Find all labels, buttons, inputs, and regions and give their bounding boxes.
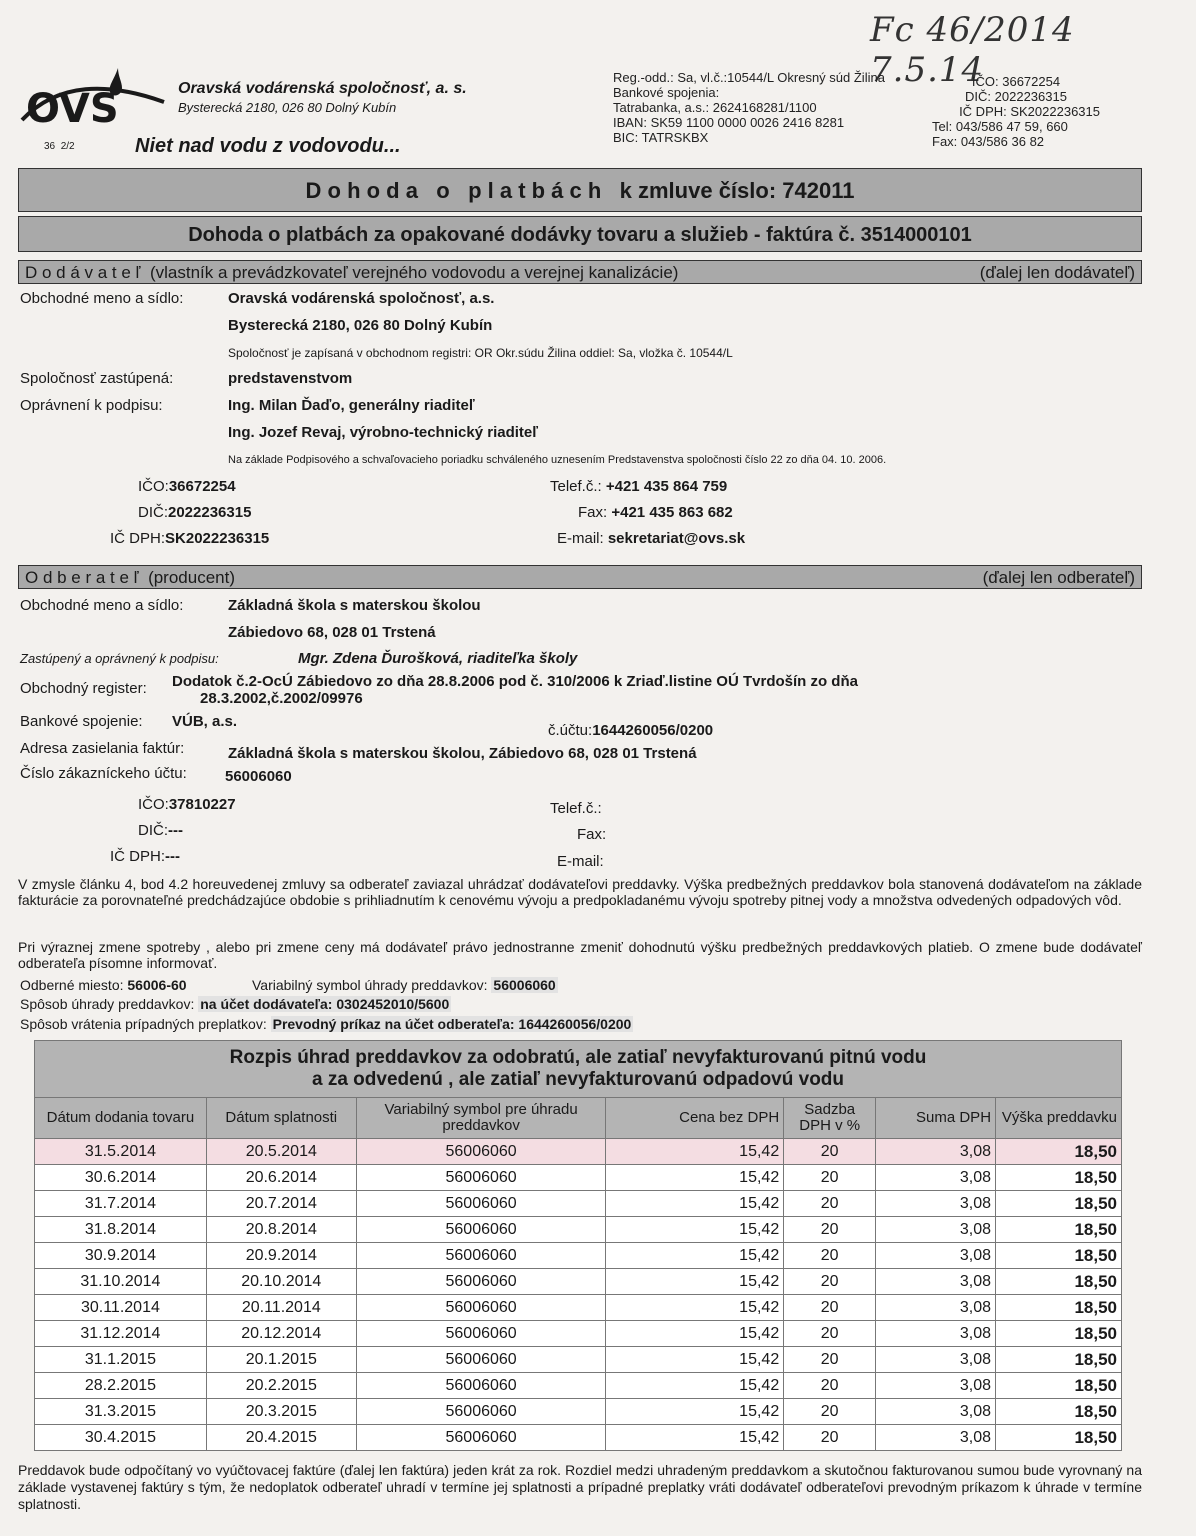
vat-rate-cell: 20 — [784, 1295, 876, 1321]
customer-register-label: Obchodný register: — [20, 680, 147, 697]
svg-text:OVS: OVS — [26, 86, 119, 132]
payment-schedule-table — [34, 1040, 1122, 1451]
customer-heading: O d b e r a t e ľ (producent) (ďalej len odberateľ) — [18, 565, 1142, 589]
vat-rate-cell: 20 — [784, 1373, 876, 1399]
page-title: D o h o d a o p l a t b á c h k zmluve číslo: 742011 — [18, 168, 1142, 212]
advance-cell: 18,50 — [996, 1321, 1122, 1347]
supplier-ico-row: IČO:36672254 — [138, 478, 236, 495]
vat-amount-cell: 3,08 — [876, 1139, 996, 1165]
delivery-date-cell: 30.11.2014 — [35, 1295, 207, 1321]
supplier-name-label: Obchodné meno a sídlo: — [20, 290, 184, 307]
header-advance-amount: Výška preddavku — [996, 1098, 1122, 1139]
delivery-date-cell: 31.7.2014 — [35, 1191, 207, 1217]
price-cell: 15,42 — [606, 1191, 784, 1217]
terms-paragraph-1: V zmysle článku 4, bod 4.2 horeuvedenej zmluvy sa odberateľ zaviazal uhrádzať dodávateľovi preddavky. Výška predbežných preddavkov bola stanovená dodávateľom na základe fakturácie za porovnateľné predchádzajúce obdobie s prihliadnutím k cenovému vývoju a predpokladanému vývoju spotreby pitnej vody a množstva odvedených odpadových vôd. — [18, 876, 1142, 908]
variable-symbol-cell: 56006060 — [356, 1425, 606, 1451]
table-row — [35, 1139, 1122, 1165]
due-date-cell: 20.4.2015 — [206, 1425, 356, 1451]
customer-bank-label: Bankové spojenie: — [20, 713, 143, 730]
supplier-register-note: Spoločnosť je zapísaná v obchodnom registri: OR Okr.súdu Žilina oddiel: Sa, vložka č. 10544/L — [228, 346, 733, 360]
price-cell: 15,42 — [606, 1217, 784, 1243]
vat-rate-cell: 20 — [784, 1347, 876, 1373]
table-row — [35, 1321, 1122, 1347]
table-row — [35, 1243, 1122, 1269]
customer-icdph-row: IČ DPH:--- — [110, 848, 181, 865]
vat-rate-cell: 20 — [784, 1139, 876, 1165]
vat-amount-cell: 3,08 — [876, 1373, 996, 1399]
vat-amount-cell: 3,08 — [876, 1217, 996, 1243]
customer-invoice-addr: Základná škola s materskou školou, Zábiedovo 68, 028 01 Trstená — [228, 745, 697, 762]
vat-amount-cell: 3,08 — [876, 1295, 996, 1321]
customer-rep: Mgr. Zdena Ďurošková, riaditeľka školy — [298, 650, 578, 667]
table-row — [35, 1425, 1122, 1451]
vat-amount-cell: 3,08 — [876, 1425, 996, 1451]
advance-cell: 18,50 — [996, 1425, 1122, 1451]
due-date-cell: 20.7.2014 — [206, 1191, 356, 1217]
due-date-cell: 20.6.2014 — [206, 1165, 356, 1191]
advance-cell: 18,50 — [996, 1269, 1122, 1295]
customer-invoice-addr-label: Adresa zasielania faktúr: — [20, 740, 185, 757]
price-cell: 15,42 — [606, 1373, 784, 1399]
price-cell: 15,42 — [606, 1165, 784, 1191]
delivery-date-cell: 31.3.2015 — [35, 1399, 207, 1425]
delivery-date-cell: 31.1.2015 — [35, 1347, 207, 1373]
customer-rep-label: Zastúpený a oprávnený k podpisu: — [20, 651, 219, 666]
supplier-heading: D o d á v a t e ľ (vlastník a prevádzkovateľ verejného vodovodu a verejnej kanalizácie) (ďalej len dodávateľ) — [18, 260, 1142, 284]
due-date-cell: 20.8.2014 — [206, 1217, 356, 1243]
vat-amount-cell: 3,08 — [876, 1347, 996, 1373]
vat-amount-cell: 3,08 — [876, 1165, 996, 1191]
supplier-fax-row: Fax: +421 435 863 682 — [578, 504, 733, 521]
customer-account-row: č.účtu:1644260056/0200 — [548, 722, 714, 739]
table-row — [35, 1373, 1122, 1399]
price-cell: 15,42 — [606, 1399, 784, 1425]
price-cell: 15,42 — [606, 1295, 784, 1321]
variable-symbol-cell: 56006060 — [356, 1295, 606, 1321]
table-row — [35, 1399, 1122, 1425]
vat-rate-cell: 20 — [784, 1217, 876, 1243]
company-address: Bysterecká 2180, 026 80 Dolný Kubín — [178, 100, 397, 115]
vat-rate-cell: 20 — [784, 1269, 876, 1295]
advance-cell: 18,50 — [996, 1243, 1122, 1269]
customer-address: Zábiedovo 68, 028 01 Trstená — [228, 624, 436, 641]
due-date-cell: 20.10.2014 — [206, 1269, 356, 1295]
vat-amount-cell: 3,08 — [876, 1399, 996, 1425]
advance-cell: 18,50 — [996, 1295, 1122, 1321]
delivery-date-cell: 30.6.2014 — [35, 1165, 207, 1191]
supplier-sign-note: Na základe Podpisového a schvaľovacieho poriadku schváleného uznesením Predstavenstva spoločnosti číslo 22 zo dňa 04. 10. 2006. — [228, 454, 887, 466]
customer-register: Dodatok č.2-OcÚ Zábiedovo zo dňa 28.8.2006 pod č. 310/2006 k Zriaď.listine OÚ Tvrdošín zo dňa 28.3.2002,č.2002/09976 — [172, 673, 858, 707]
customer-name-label: Obchodné meno a sídlo: — [20, 597, 184, 614]
customer-email-label: E-mail: — [557, 853, 604, 870]
page-code: 36 2/2 — [44, 141, 75, 152]
customer-ico-row: IČO:37810227 — [138, 796, 236, 813]
supplier-rep-label: Spoločnosť zastúpená: — [20, 370, 174, 387]
supplier-dic-row: DIČ:2022236315 — [138, 504, 252, 521]
variable-symbol-cell: 56006060 — [356, 1399, 606, 1425]
delivery-date-cell: 31.5.2014 — [35, 1139, 207, 1165]
vat-amount-cell: 3,08 — [876, 1191, 996, 1217]
advance-cell: 18,50 — [996, 1217, 1122, 1243]
supplier-signatory-2: Ing. Jozef Revaj, výrobno-technický riaditeľ — [228, 424, 539, 441]
advance-cell: 18,50 — [996, 1139, 1122, 1165]
table-row — [35, 1295, 1122, 1321]
vat-rate-cell: 20 — [784, 1191, 876, 1217]
company-name: Oravská vodárenská spoločnosť, a. s. — [178, 80, 467, 97]
customer-bank: VÚB, a.s. — [172, 713, 238, 730]
company-ids: IČO: 36672254 DIČ: 2022236315 IČ DPH: SK2022236315 Tel: 043/586 47 59, 660 Fax: 043/586 36 82 — [932, 74, 1100, 149]
customer-number: 56006060 — [225, 768, 292, 785]
customer-fax-label: Fax: — [577, 826, 607, 843]
due-date-cell: 20.9.2014 — [206, 1243, 356, 1269]
variable-symbol-cell: 56006060 — [356, 1321, 606, 1347]
table-row — [35, 1165, 1122, 1191]
advance-cell: 18,50 — [996, 1191, 1122, 1217]
due-date-cell: 20.12.2014 — [206, 1321, 356, 1347]
due-date-cell: 20.11.2014 — [206, 1295, 356, 1321]
header-due-date: Dátum splatnosti — [206, 1098, 356, 1139]
delivery-date-cell: 31.8.2014 — [35, 1217, 207, 1243]
registry-info: Reg.-odd.: Sa, vl.č.:10544/L Okresný súd Žilina Bankové spojenia: Tatrabanka, a.s.: 2624168281/1100 IBAN: SK59 1100 0000 0026 2416 8281 BIC: TATRSKBX — [613, 70, 885, 145]
vat-amount-cell: 3,08 — [876, 1321, 996, 1347]
table-row — [35, 1269, 1122, 1295]
variable-symbol-cell: 56006060 — [356, 1139, 606, 1165]
variable-symbol-cell: 56006060 — [356, 1243, 606, 1269]
price-cell: 15,42 — [606, 1347, 784, 1373]
advance-cell: 18,50 — [996, 1399, 1122, 1425]
vat-rate-cell: 20 — [784, 1165, 876, 1191]
company-logo — [18, 62, 168, 134]
vat-rate-cell: 20 — [784, 1399, 876, 1425]
price-cell: 15,42 — [606, 1425, 784, 1451]
due-date-cell: 20.5.2014 — [206, 1139, 356, 1165]
due-date-cell: 20.2.2015 — [206, 1373, 356, 1399]
payment-method-row: Spôsob úhrady preddavkov: na účet dodávateľa: 0302452010/5600 — [20, 996, 450, 1012]
vat-amount-cell: 3,08 — [876, 1269, 996, 1295]
advance-cell: 18,50 — [996, 1373, 1122, 1399]
delivery-date-cell: 30.9.2014 — [35, 1243, 207, 1269]
header-vat-amount: Suma DPH — [876, 1098, 996, 1139]
footer-note: Preddavok bude odpočítaný vo vyúčtovacej faktúre (ďalej len faktúra) jeden krát za rok. Rozdiel medzi uhradeným preddavkom a skutočnou fakturovanou sumou bude vyrovnaný na základe vystavenej faktúry s tým, že nedoplatok odberateľ uhradí v termíne jej splatnosti a prípadné preplatky vráti dodávateľ odberateľovi prevodným príkazom k úhrade v termíne splatnosti. — [18, 1462, 1142, 1512]
table-row — [35, 1217, 1122, 1243]
page-subtitle: Dohoda o platbách za opakované dodávky tovaru a služieb - faktúra č. 3514000101 — [18, 216, 1142, 252]
slogan: Niet nad vodu z vodovodu... — [135, 135, 401, 157]
delivery-date-cell: 31.10.2014 — [35, 1269, 207, 1295]
terms-paragraph-2: Pri výraznej zmene spotreby , alebo pri zmene ceny má dodávateľ právo jednostranne zmeniť dohodnutú výšku predbežných preddavkových platieb. O zmene bude dodávateľ odberateľa písomne informovať. — [18, 939, 1142, 971]
supplier-icdph-row: IČ DPH:SK2022236315 — [110, 530, 270, 547]
supplier-rep: predstavenstvom — [228, 370, 353, 387]
variable-symbol-cell: 56006060 — [356, 1191, 606, 1217]
refund-method-row: Spôsob vrátenia prípadných preplatkov: Prevodný príkaz na účet odberateľa: 1644260056/0200 — [20, 1016, 632, 1032]
handwritten-note: Fc 46/2014 7.5.14 — [870, 10, 1075, 90]
supplier-tel-row: Telef.č.: +421 435 864 759 — [550, 478, 728, 495]
header-vat-rate: Sadzba DPH v % — [784, 1098, 876, 1139]
variable-symbol-cell: 56006060 — [356, 1217, 606, 1243]
price-cell: 15,42 — [606, 1321, 784, 1347]
table-row — [35, 1191, 1122, 1217]
price-cell: 15,42 — [606, 1243, 784, 1269]
due-date-cell: 20.1.2015 — [206, 1347, 356, 1373]
table-row — [35, 1347, 1122, 1373]
supplier-sign-label: Oprávnení k podpisu: — [20, 397, 163, 414]
header-variable-symbol: Variabilný symbol pre úhradu preddavkov — [356, 1098, 606, 1139]
advance-cell: 18,50 — [996, 1347, 1122, 1373]
variable-symbol-row: Variabilný symbol úhrady preddavkov: 56006060 — [252, 977, 556, 993]
vat-rate-cell: 20 — [784, 1243, 876, 1269]
header-delivery-date: Dátum dodania tovaru — [35, 1098, 207, 1139]
supplier-signatory-1: Ing. Milan Ďaďo, generálny riaditeľ — [228, 397, 475, 414]
table-caption: Rozpis úhrad preddavkov za odobratú, ale zatiaľ nevyfakturovanú pitnú vodu a za odvedenú , ale zatiaľ nevyfakturovanú odpadovú vodu — [35, 1041, 1122, 1098]
delivery-date-cell: 30.4.2015 — [35, 1425, 207, 1451]
price-cell: 15,42 — [606, 1139, 784, 1165]
vat-rate-cell: 20 — [784, 1321, 876, 1347]
customer-name: Základná škola s materskou školou — [228, 597, 481, 614]
advance-cell: 18,50 — [996, 1165, 1122, 1191]
supplier-address: Bysterecká 2180, 026 80 Dolný Kubín — [228, 317, 493, 334]
price-cell: 15,42 — [606, 1269, 784, 1295]
customer-tel-label: Telef.č.: — [550, 800, 602, 817]
delivery-date-cell: 31.12.2014 — [35, 1321, 207, 1347]
customer-number-label: Číslo zákazníckeho účtu: — [20, 765, 187, 782]
variable-symbol-cell: 56006060 — [356, 1269, 606, 1295]
customer-dic-row: DIČ:--- — [138, 822, 183, 839]
vat-amount-cell: 3,08 — [876, 1243, 996, 1269]
variable-symbol-cell: 56006060 — [356, 1373, 606, 1399]
header-price-excl-vat: Cena bez DPH — [606, 1098, 784, 1139]
variable-symbol-cell: 56006060 — [356, 1347, 606, 1373]
supplier-email-row: E-mail: sekretariat@ovs.sk — [557, 530, 746, 547]
consumption-point-row: Odberné miesto: 56006-60 — [20, 977, 187, 993]
variable-symbol-cell: 56006060 — [356, 1165, 606, 1191]
vat-rate-cell: 20 — [784, 1425, 876, 1451]
supplier-name: Oravská vodárenská spoločnosť, a.s. — [228, 290, 495, 307]
delivery-date-cell: 28.2.2015 — [35, 1373, 207, 1399]
due-date-cell: 20.3.2015 — [206, 1399, 356, 1425]
